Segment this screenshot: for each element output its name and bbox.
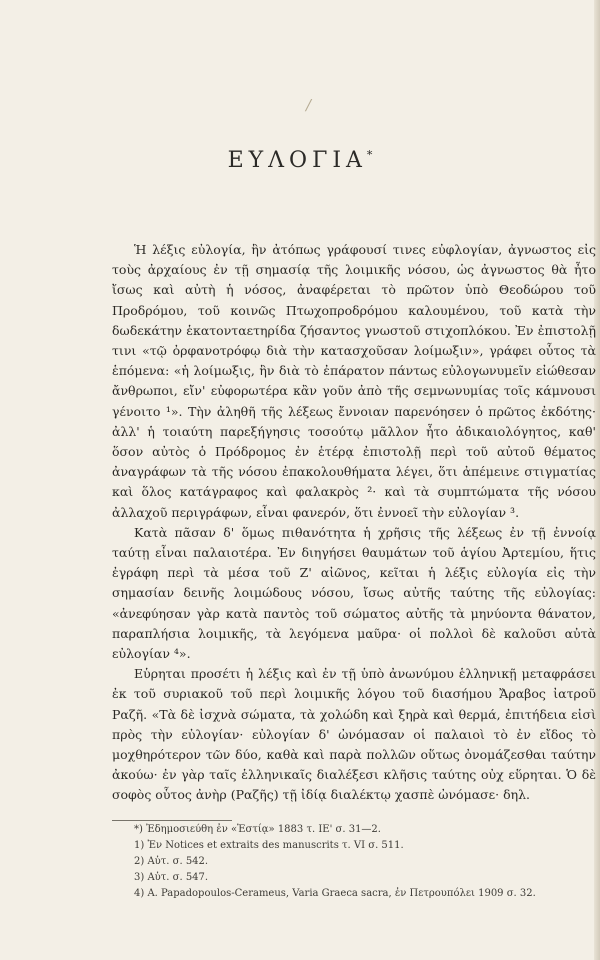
paragraph-2: Κατὰ πᾶσαν δ' ὅμως πιθανότητα ἡ χρῆσις τῆς λέξεως ἐν τῇ ἐννοίᾳ ταύτῃ εἶναι παλαιοτέρα. Ἐν διηγήσει θαυμάτων τοῦ ἁγίου Ἀρτεμίου, ἥτις ἐγράφη περὶ τὰ μέσα τοῦ Ζ' αἰῶνος, κεῖται ἡ λέξις εὐλογία εἰς τὴν σημασίαν δεινῆς λοιμώδους νόσου, ἴσως αὐτῆς ταύτης τῆς εὐλογίας: «ἀνεφύησαν γὰρ κατὰ παντὸς τοῦ σώματος αὐτῆς τὰ μηνύοντα θάνατον, παραπλήσια λοιμικῆς, τὰ λεγόμενα μαῦρα· οἱ πολλοὶ δὲ καλοῦσι αὐτὰ εὐλογίαν ⁴».	[112, 524, 596, 662]
footnote-4: 4) A. Papadopoulos-Cerameus, Varia Graeca sacra, ἐν Πετρουπόλει 1909 σ. 32.	[134, 888, 536, 899]
title-text: ΕΥΛΟΓΙΑ	[227, 148, 367, 173]
footnote-rule	[112, 820, 232, 821]
footnote-1: 1) Ἐν Notices et extraits des manuscrits τ. VI σ. 511.	[134, 840, 404, 851]
paragraph-1: Ἡ λέξις εὐλογία, ἣν ἀτόπως γράφουσί τινες εὐφλογίαν, ἀγνωστος εἰς τοὺς ἀρχαίους ἐν τῇ σημασίᾳ τῆς λοιμικῆς νόσου, ὡς ἀγνωστος θὰ ἦτο ἴσως καὶ αὐτὴ ἡ νόσος, ἀναφέρεται τὸ πρῶτον ὑπὸ Θεοδώρου τοῦ Προδρόμου, τοῦ κοινῶς Πτωχοπροδρόμου καλουμένου, τοῦ κατὰ τὴν δωδεκάτην ἑκατονταετηρίδα ζήσαντος γνωστοῦ στιχοπλόκου. Ἐν ἐπιστολῇ τινι «τῷ ὀρφανοτρόφῳ διὰ τὴν κατασχοῦσαν λοίμωξιν», γράφει οὗτος τὰ ἑπόμενα: «ἡ λοίμωξις, ἣν διὰ τὸ ἐπάρατον πάντως εὐλογωνυμεῖν εἰώθεσαν ἄνθρωποι, εἴν' εὐφορωτέρα κἂν γοῦν ἀπὸ τῆς σεμνωνυμίας τοῖς κάμνουσι γένοιτο ¹». Τὴν ἀληθῆ τῆς λέξεως ἔννοιαν παρενόησεν ὁ πρῶτος ἐκδότης· ἀλλ' ἡ τοιαύτη παρεξήγησις τοσούτῳ μᾶλλον ἦτο ἀδικαιολόγητος, καθ' ὅσον αὐτὸς ὁ Πρόδρομος ἐν ἑτέρᾳ ἐπιστολῇ περὶ τοῦ αὐτοῦ θέματος ἀναγράφων τὰ τῆς νόσου ἐπακολουθήματα λέγει, ὅτι ἀπέμεινε στιγματίας καὶ ὅλος κατάγραφος καὶ φαλακρὸς ²· καὶ τὰ συμπτώματα τῆς νόσου ἀλλαχοῦ περιγράφων, εἶναι φανερόν, ὅτι ἐννοεῖ τὴν εὐλογίαν ³.	[112, 242, 596, 520]
article-body	[112, 240, 596, 806]
page-title	[0, 148, 600, 173]
footnote-2: 2) Αὐτ. σ. 542.	[134, 856, 209, 867]
footnote-title: *) Ἐδημοσιεύθη ἐν «Ἑστίᾳ» 1883 τ. ΙΕ' σ. 31—2.	[134, 824, 381, 835]
paragraph-3: Εὑρηται προσέτι ἡ λέξις καὶ ἐν τῇ ὑπὸ ἀνωνύμου ἑλληνικῇ μεταφράσει ἐκ τοῦ συριακοῦ τοῦ περὶ λοιμικῆς λόγου τοῦ διασήμου Ἄραβος ἰατροῦ Ραζῆ. «Τὰ δὲ ἰσχνὰ σώματα, τὰ χολώδη καὶ ξηρὰ καὶ θερμά, ἐπιτήδεια εἰσὶ πρὸς τὴν εὐλογίαν· εὐλογίαν δ' ὠνόμασαν οἱ παλαιοὶ τὸ ἐν εἴδος τὸ μοχθηρότερον τῶν δύο, καθὰ καὶ παρὰ πολλῶν οὕτως ὀνομάζεσθαι ταύτην ἀκούω· ἐν γὰρ ταῖς ἑλληνικαῖς διαλέξεσι κλῆσις ταύτης οὐχ εὕρηται. Ὁ δὲ σοφὸς οὗτος ἀνὴρ (Ραζῆς) τῇ ἰδίᾳ διαλέκτῳ χασπὲ ὠνόμασε· δηλ.	[112, 666, 596, 803]
footnotes	[134, 822, 594, 902]
handwritten-mark: /	[306, 96, 312, 114]
title-footnote-mark: *	[366, 148, 373, 162]
footnote-3: 3) Αὐτ. σ. 547.	[134, 872, 209, 883]
